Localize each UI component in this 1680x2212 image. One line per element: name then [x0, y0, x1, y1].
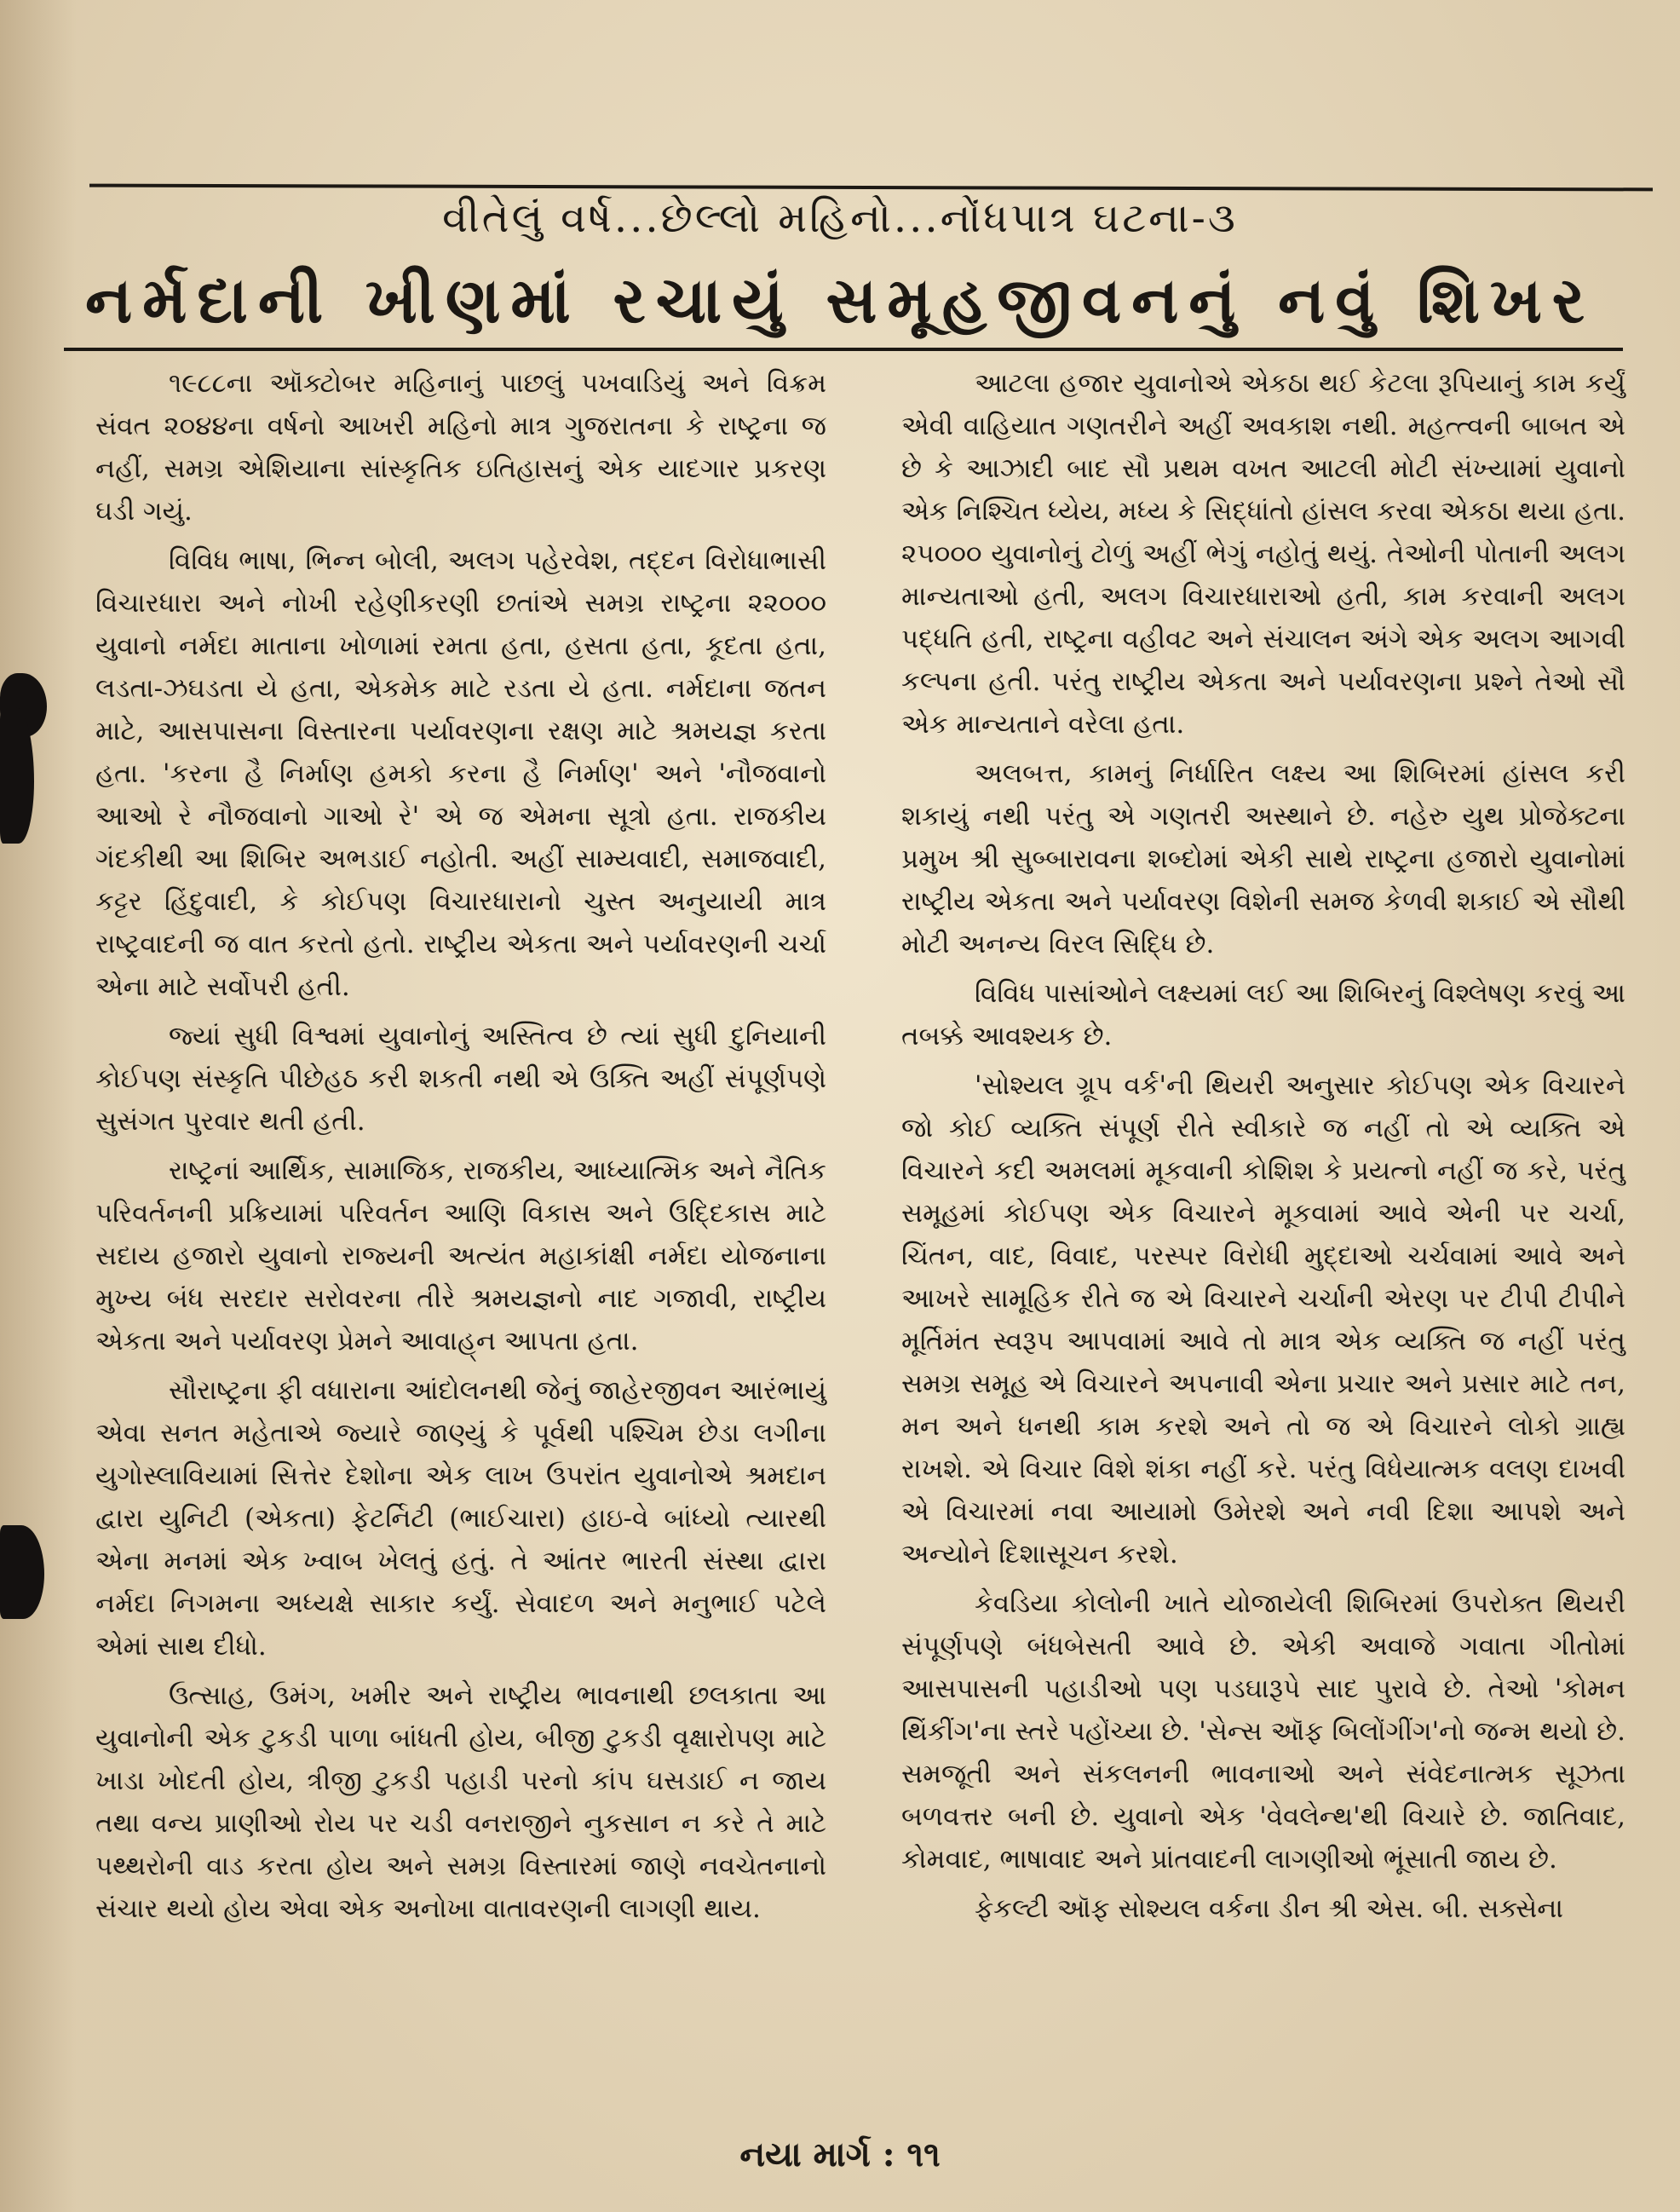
- paragraph: વિવિધ ભાષા, ભિન્ન બોલી, અલગ પહેરવેશ, તદ્દન વિરોધાભાસી વિચારધારા અને નોખી રહેણીકરણી છતાંએ સમગ્ર રાષ્ટ્રના ૨૨૦૦૦ યુવાનો નર્મદા માતાના ખોળામાં રમતા હતા, હસતા હતા, કૂદતા હતા, લડતા-ઝઘડતા યે હતા, એકમેક માટે રડતા યે હતા. નર્મદાના જતન માટે, આસપાસના વિસ્તારના પર્યાવરણના રક્ષણ માટે શ્રમયજ્ઞ કરતા હતા. 'કરના હૈ નિર્માણ હમકો કરના હૈ નિર્માણ' અને 'નૌજવાનો આઓ રે નૌજવાનો ગાઓ રે' એ જ એમના સૂત્રો હતા. રાજકીય ગંદકીથી આ શિબિર અભડાઈ નહોતી. અહીં સામ્યવાદી, સમાજવાદી, કટ્ટર હિંદુવાદી, કે કોઈપણ વિચારધારાનો ચુસ્ત અનુયાયી માત્ર રાષ્ટ્રવાદની જ વાત કરતો હતો. રાષ્ટ્રીય એકતા અને પર્યાવરણની ચર્ચા એના માટે સર્વોપરી હતી.: [95, 545, 826, 1002]
- page-footer: નયા માર્ગ : ૧૧: [739, 2134, 941, 2175]
- paragraph: આટલા હજાર યુવાનોએ એકઠા થઈ કેટલા રૂપિયાનું કામ કર્યું એવી વાહિયાત ગણતરીને અહીં અવકાશ નથી. મહત્ત્વની બાબત એ છે કે આઝાદી બાદ સૌ પ્રથમ વખત આટલી મોટી સંખ્યામાં યુવાનો એક નિશ્ચિત ધ્યેય, મધ્ય કે સિદ્ધાંતો હાંસલ કરવા એકઠા થયા હતા. ૨૫૦૦૦ યુવાનોનું ટોળું અહીં ભેગું નહોતું થયું. તેઓની પોતાની અલગ માન્યતાઓ હતી, અલગ વિચારધારાઓ હતી, કામ કરવાની અલગ પદ્ધતિ હતી, રાષ્ટ્રના વહીવટ અને સંચાલન અંગે એક અલગ આગવી કલ્પના હતી. પરંતુ રાષ્ટ્રીય એકતા અને પર્યાવરણના પ્રશ્ને તેઓ સૌ એક માન્યતાને વરેલા હતા.: [901, 368, 1625, 740]
- article-kicker: વીતેલું વર્ષ...છેલ્લો મહિનો...નોંધપાત્ર ઘટના-૩: [442, 194, 1238, 242]
- paragraph: વિવિધ પાસાંઓને લક્ષ્યમાં લઈ આ શિબિરનું વિશ્લેષણ કરવું આ તબક્કે આવશ્યક છે.: [901, 978, 1625, 1051]
- paragraph: 'સોશ્યલ ગ્રૂપ વર્ક'ની થિયરી અનુસાર કોઈપણ એક વિચારને જો કોઈ વ્યક્તિ સંપૂર્ણ રીતે સ્વીકારે જ નહીં તો એ વ્યક્તિ એ વિચારને કદી અમલમાં મૂકવાની કોશિશ કે પ્રયત્નો નહીં જ કરે, પરંતુ સમૂહમાં કોઈપણ એક વિચારને મૂકવામાં આવે એની પર ચર્ચા, ચિંતન, વાદ, વિવાદ, પરસ્પર વિરોધી મુદ્દાઓ ચર્ચવામાં આવે અને આખરે સામૂહિક રીતે જ એ વિચારને ચર્ચાની એરણ પર ટીપી ટીપીને મૂર્તિમંત સ્વરૂપ આપવામાં આવે તો માત્ર એક વ્યક્તિ જ નહીં પરંતુ સમગ્ર સમૂહ એ વિચારને અપનાવી એના પ્રચાર અને પ્રસાર માટે તન, મન અને ધનથી કામ કરશે અને તો જ એ વિચારને લોકો ગ્રાહ્ય રાખશે. એ વિચાર વિશે શંકા નહીં કરે. પરંતુ વિધેયાત્મક વલણ દાખવી એ વિચારમાં નવા આયામો ઉમેરશે અને નવી દિશા આપશે અને અન્યોને દિશાસૂચન કરશે.: [901, 1070, 1625, 1570]
- left-column: [95, 362, 826, 1937]
- paragraph: રાષ્ટ્રનાં આર્થિક, સામાજિક, રાજકીય, આધ્યાત્મિક અને નૈતિક પરિવર્તનની પ્રક્રિયામાં પરિવર્તન આણિ વિકાસ અને ઉદ્દિકાસ માટે સદાય હજારો યુવાનો રાજ્યની અત્યંત મહાકાંક્ષી નર્મદા યોજનાના મુખ્ય બંધ સરદાર સરોવરના તીરે શ્રમયજ્ઞનો નાદ ગજાવી, રાષ્ટ્રીય એકતા અને પર્યાવરણ પ્રેમને આવાહ્‌ન આપતા હતા.: [95, 1155, 826, 1357]
- paragraph: ફેકલ્ટી ઑફ સોશ્યલ વર્કના ડીન શ્રી એસ. બી. સક્સેના: [975, 1893, 1563, 1924]
- header-rule: [89, 184, 1653, 192]
- article-headline: નર્મદાની ખીણમાં રચાયું સમૂહજીવનનું નવું શિખર: [84, 264, 1596, 337]
- binding-hole: [0, 1525, 44, 1619]
- paragraph: સૌરાષ્ટ્રના ફી વધારાના આંદોલનથી જેનું જાહેરજીવન આરંભાયું એવા સનત મહેતાએ જ્યારે જાણ્યું કે પૂર્વથી પશ્ચિમ છેડા લગીના યુગોસ્લાવિયામાં સિત્તેર દેશોના એક લાખ ઉપરાંત યુવાનોએ શ્રમદાન દ્વારા યુનિટી (એકતા) ફેટર્નિટી (ભાઈચારા) હાઇ-વે બાંધ્યો ત્યારથી એના મનમાં એક ખ્વાબ ખેલતું હતું. તે આંતર ભારતી સંસ્થા દ્વારા નર્મદા નિગમના અધ્યક્ષે સાકાર કર્યું. સેવાદળ અને મનુભાઈ પટેલે એમાં સાથ દીધો.: [95, 1375, 826, 1662]
- paragraph: ઉત્સાહ, ઉમંગ, ખમીર અને રાષ્ટ્રીય ભાવનાથી છલકાતા આ યુવાનોની એક ટુકડી પાળા બાંધતી હોય, બીજી ટુકડી વૃક્ષારોપણ માટે ખાડા ખોદતી હોય, ત્રીજી ટુકડી પહાડી પરનો કાંપ ઘસડાઈ ન જાય તથા વન્ય પ્રાણીઓ રોય પર ચડી વનરાજીને નુકસાન ન કરે તે માટે પથ્થરોની વાડ કરતા હોય અને સમગ્ર વિસ્તારમાં જાણે નવચેતનાનો સંચાર થયો હોય એવા એક અનોખા વાતાવરણની લાગણી થાય.: [95, 1680, 826, 1924]
- paragraph: જ્યાં સુધી વિશ્વમાં યુવાનોનું અસ્તિત્વ છે ત્યાં સુધી દુનિયાની કોઈપણ સંસ્કૃતિ પીછેહઠ કરી શકતી નથી એ ઉક્તિ અહીં સંપૂર્ણપણે સુસંગત પુરવાર થતી હતી.: [95, 1021, 826, 1137]
- headline-rule: [64, 348, 1623, 351]
- paragraph: કેવડિયા કોલોની ખાતે યોજાયેલી શિબિરમાં ઉપરોક્ત થિયરી સંપૂર્ણપણે બંધબેસતી આવે છે. એકી અવાજે ગવાતા ગીતોમાં આસપાસની પહાડીઓ પણ પડઘારૂપે સાદ પુરાવે છે. તેઓ 'કોમન થિંકીંગ'ના સ્તરે પહોંચ્યા છે. 'સેન્સ ઑફ બિલોંગીંગ'નો જન્મ થયો છે. સમજૂતી અને સંકલનની ભાવનાઓ અને સંવેદનાત્મક સૂઝતા બળવત્તર બની છે. યુવાનો એક 'વેવલેન્થ'થી વિચારે છે. જાતિવાદ, કોમવાદ, ભાષાવાદ અને પ્રાંતવાદની લાગણીઓ ભૂંસાતી જાય છે.: [901, 1588, 1625, 1875]
- right-column: [901, 362, 1625, 1937]
- paragraph: ૧૯૮૮ના ઑક્ટોબર મહિનાનું પાછલું પખવાડિયું અને વિક્રમ સંવત ૨૦૪૪ના વર્ષનો આખરી મહિનો માત્ર ગુજરાતના કે રાષ્ટ્રના જ નહીં, સમગ્ર એશિયાના સાંસ્કૃતિક ઇતિહાસનું એક યાદગાર પ્રકરણ ઘડી ગયું.: [95, 368, 826, 527]
- paragraph: અલબત્ત, કામનું નિર્ધારિત લક્ષ્ય આ શિબિરમાં હાંસલ કરી શકાયું નથી પરંતુ એ ગણતરી અસ્થાને છે. નહેરુ યુથ પ્રોજેક્ટના પ્રમુખ શ્રી સુબ્બારાવના શબ્દોમાં એકી સાથે રાષ્ટ્રના હજારો યુવાનોમાં રાષ્ટ્રીય એકતા અને પર્યાવરણ વિશેની સમજ કેળવી શકાઈ એ સૌથી મોટી અનન્ય વિરલ સિદ્ધિ છે.: [901, 758, 1625, 959]
